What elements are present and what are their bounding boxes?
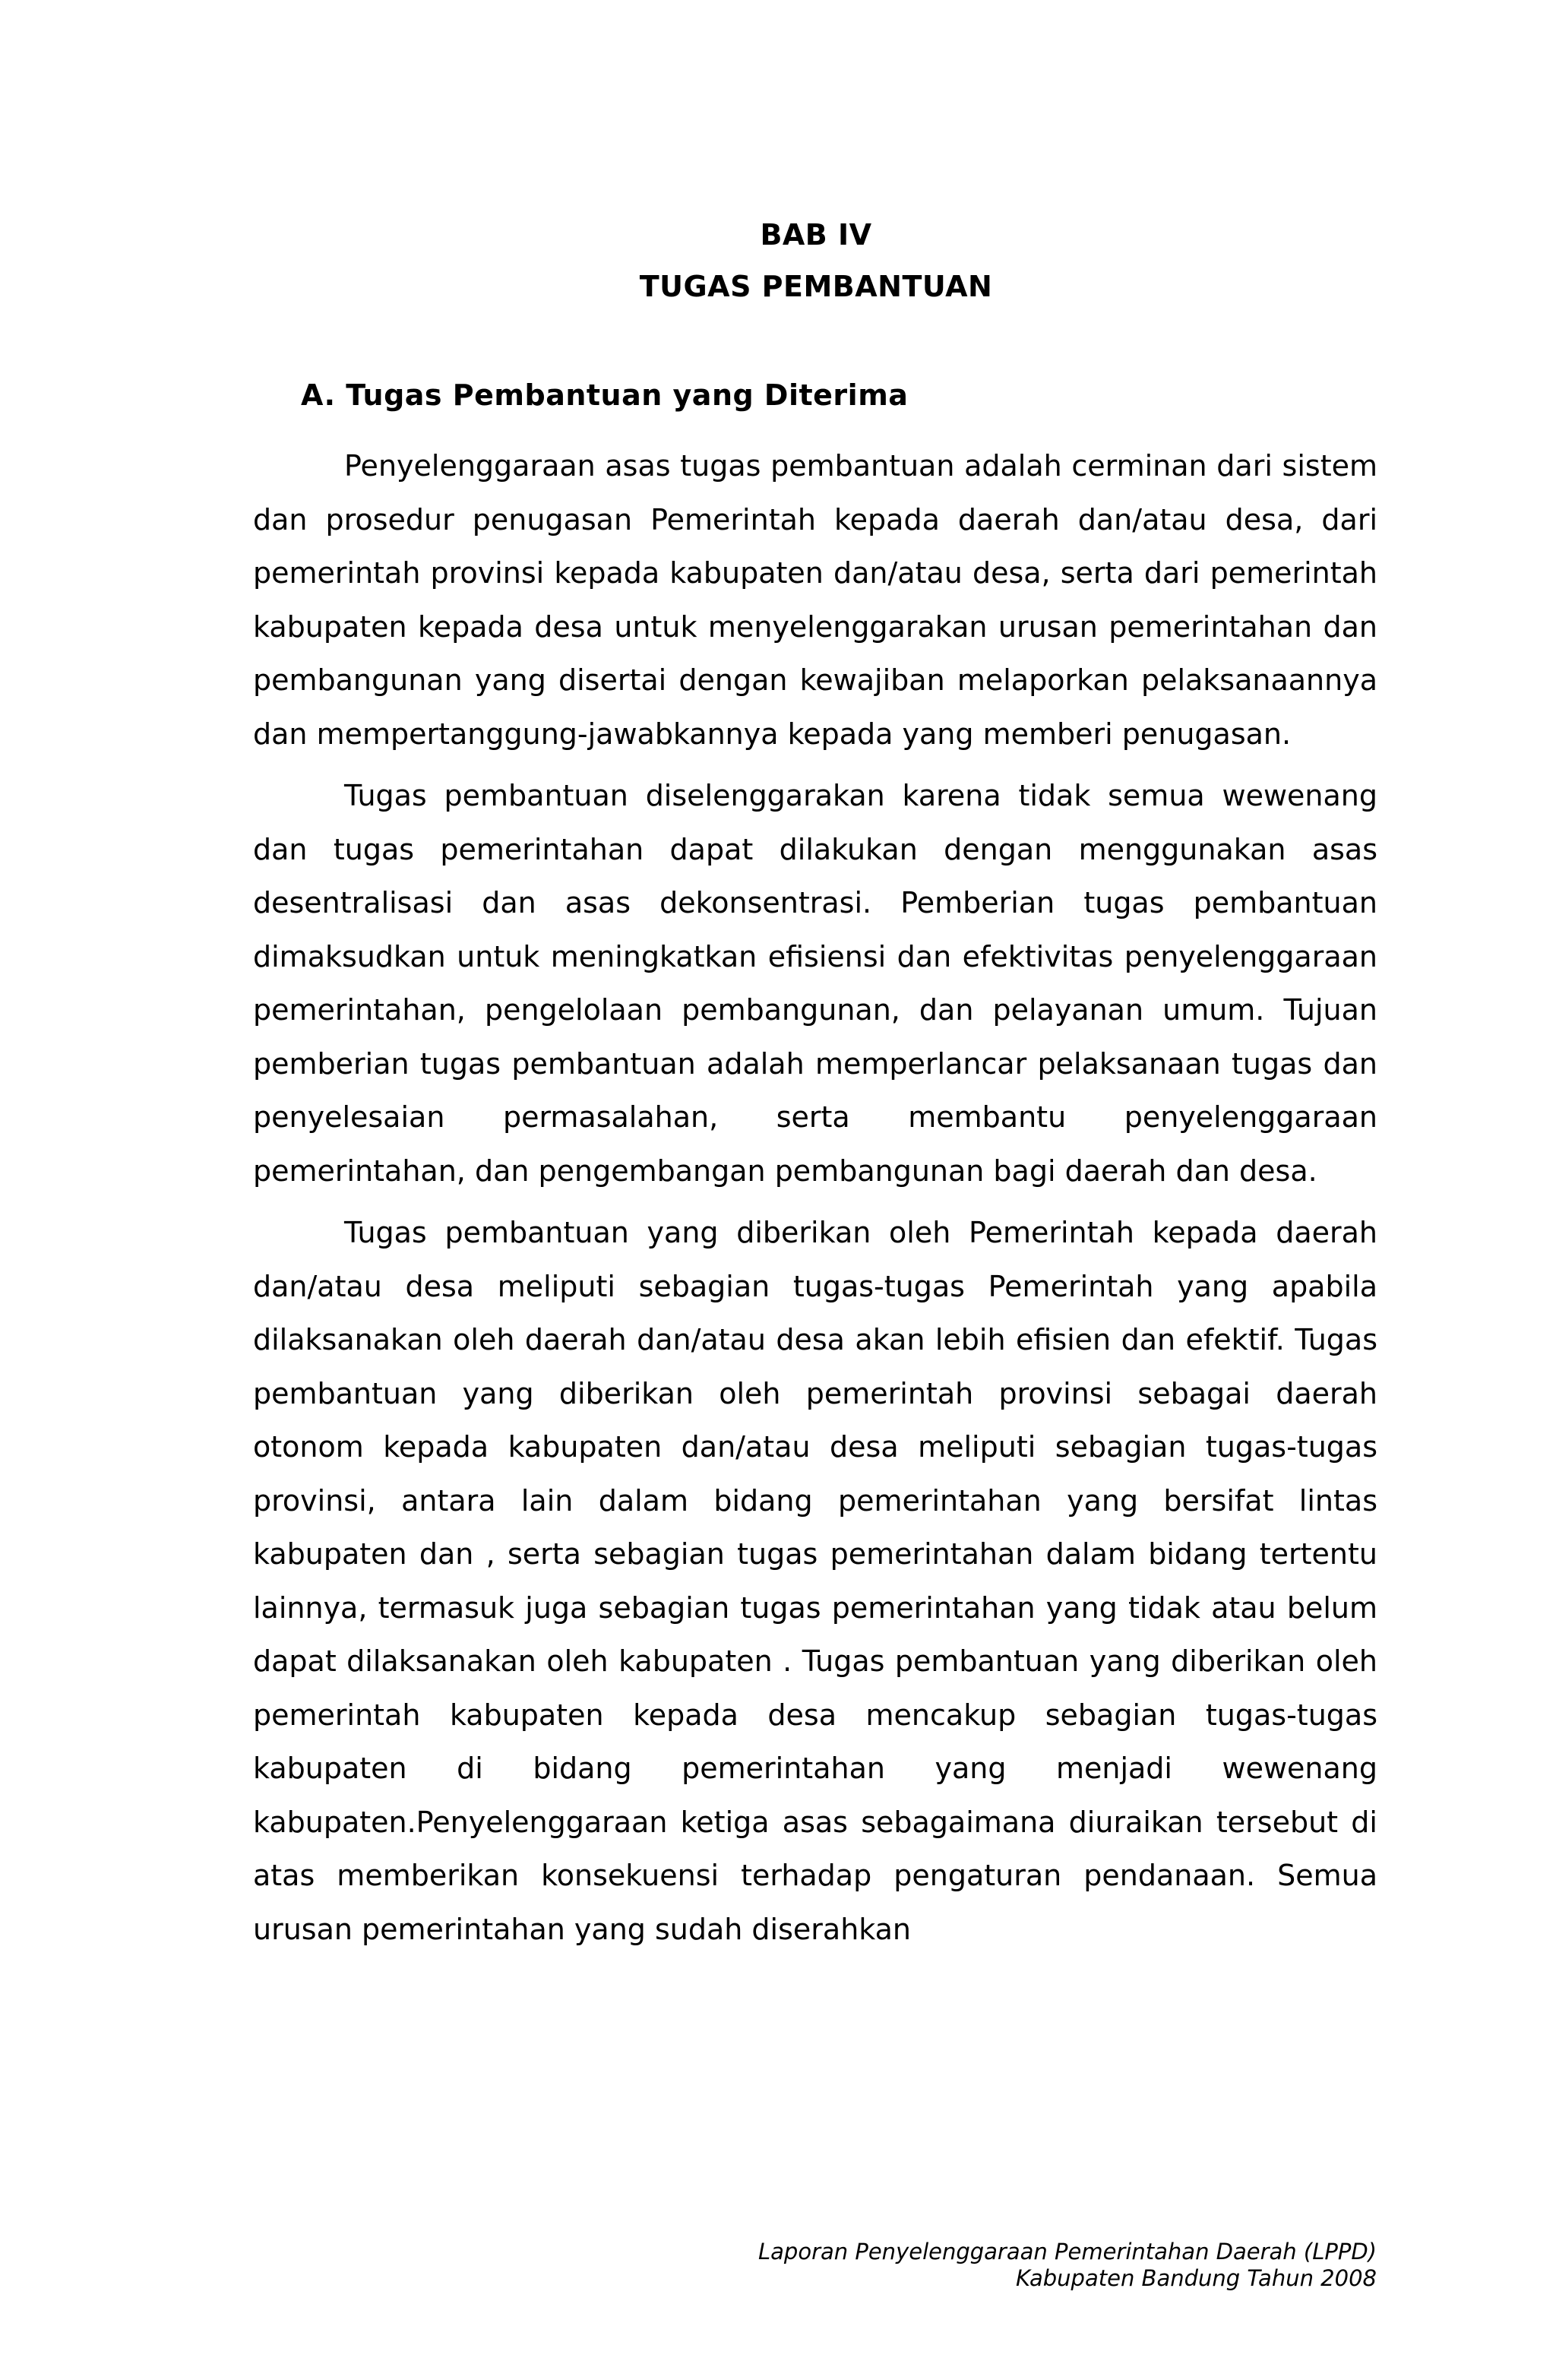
paragraph: Penyelenggaraan asas tugas pembantuan adalah cerminan dari sistem dan prosedur penugasan Pemerintah kepada daerah dan/atau desa, dari pemerintah provinsi kepada kabupaten dan/atau desa, serta dari pemerintah kabupaten kepada desa untuk menyelenggarakan urusan pemerintahan dan pembangunan yang disertai dengan kewajiban melaporkan pelaksanaannya dan mempertanggung-jawabkannya kepada yang memberi penugasan.	[253, 449, 1377, 751]
chapter-label: BAB IV	[760, 218, 872, 252]
footer-report-title: Laporan Penyelenggaraan Pemerintahan Daerah (LPPD)	[757, 2239, 1377, 2264]
chapter-title: TUGAS PEMBANTUAN	[639, 270, 993, 303]
footer-region-year: Kabupaten Bandung Tahun 2008	[1016, 2265, 1377, 2291]
page-footer	[758, 2239, 1377, 2292]
paragraph: Tugas pembantuan yang diberikan oleh Pemerintah kepada daerah dan/atau desa meliputi sebagian tugas-tugas Pemerintah yang apabila dilaksanakan oleh daerah dan/atau desa akan lebih efisien dan efektif. Tugas pembantuan yang diberikan oleh pemerintah provinsi sebagai daerah otonom kepada kabupaten dan/atau desa meliputi sebagian tugas-tugas provinsi, antara lain dalam bidang pemerintahan yang bersifat lintas kabupaten dan , serta sebagian tugas pemerintahan dalam bidang tertentu lainnya, termasuk juga sebagian tugas pemerintahan yang tidak atau belum dapat dilaksanakan oleh kabupaten . Tugas pembantuan yang diberikan oleh pemerintah kabupaten kepada desa mencakup sebagian tugas-tugas kabupaten di bidang pemerintahan yang menjadi wewenang kabupaten.Penyelenggaraan ketiga asas sebagaimana diuraikan tersebut di atas memberikan konsekuensi terhadap pengaturan pendanaan. Semua urusan pemerintahan yang sudah diserahkan	[253, 1216, 1377, 1946]
paragraph: Tugas pembantuan diselenggarakan karena tidak semua wewenang dan tugas pemerintahan dapat dilakukan dengan menggunakan asas desentralisasi dan asas dekonsentrasi. Pemberian tugas pembantuan dimaksudkan untuk meningkatkan efisiensi dan efektivitas penyelenggaraan pemerintahan, pengelolaan pembangunan, dan pelayanan umum. Tujuan pemberian tugas pembantuan adalah memperlancar pelaksanaan tugas dan penyelesaian permasalahan, serta membantu penyelenggaraan pemerintahan, dan pengembangan pembangunan bagi daerah dan desa.	[253, 779, 1377, 1188]
section-heading: A. Tugas Pembantuan yang Diterima	[301, 378, 909, 412]
body-text	[253, 439, 1377, 1964]
